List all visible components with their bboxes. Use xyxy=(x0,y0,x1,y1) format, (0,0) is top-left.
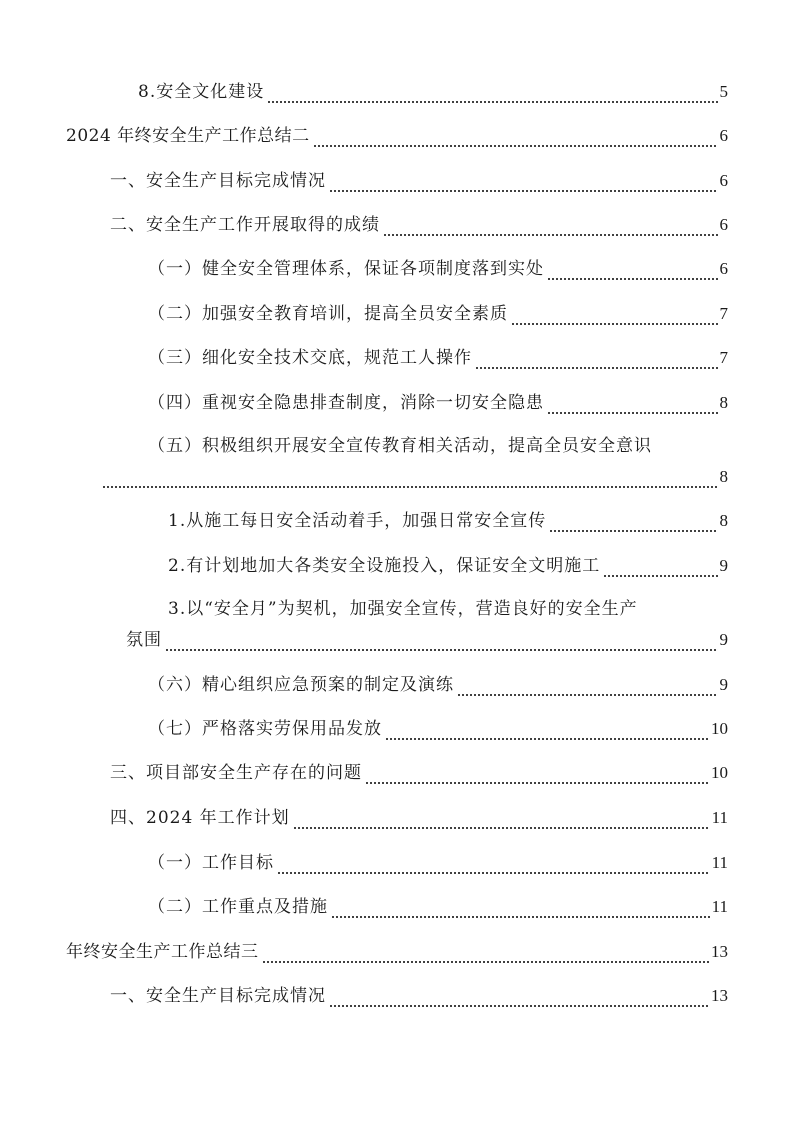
toc-entry-page: 6 xyxy=(719,259,728,278)
toc-entry-page: 13 xyxy=(711,942,728,961)
toc-entry[interactable] xyxy=(110,984,728,1008)
toc-entry-page: 11 xyxy=(711,897,728,916)
toc-leader-dots xyxy=(457,677,718,697)
toc-entry-title: 年终安全生产工作总结三 xyxy=(66,942,259,962)
toc-entry-title: （六）精心组织应急预案的制定及演练 xyxy=(148,675,454,695)
toc-entry-page: 11 xyxy=(711,808,728,827)
toc-entry-page: 6 xyxy=(719,171,728,190)
toc-entry-title: （三）细化安全技术交底，规范工人操作 xyxy=(148,348,472,368)
toc-entry-page: 8 xyxy=(719,393,728,412)
toc-entry-page: 6 xyxy=(719,126,728,145)
toc-entry[interactable] xyxy=(110,806,728,830)
toc-entry-title: 二、安全生产工作开展取得的成绩 xyxy=(110,215,380,235)
toc-leader-dots xyxy=(329,988,709,1008)
toc-entry-title: 8.安全文化建设 xyxy=(138,82,265,102)
toc-leader-dots xyxy=(102,469,718,489)
toc-leader-dots xyxy=(277,855,710,875)
toc-entry[interactable] xyxy=(148,257,728,281)
toc-entry[interactable] xyxy=(138,80,728,104)
toc-entry-title: （四）重视安全隐患排查制度，消除一切安全隐患 xyxy=(148,393,544,413)
toc-entry-page: 5 xyxy=(719,82,728,101)
toc-leader-dots xyxy=(365,765,709,785)
toc-leader-dots xyxy=(293,810,710,830)
toc-leader-dots xyxy=(313,128,718,148)
toc-entry-title: 三、项目部安全生产存在的问题 xyxy=(110,763,362,783)
toc-entry[interactable] xyxy=(66,124,728,148)
toc-entry[interactable] xyxy=(110,169,728,193)
toc-entry-title: 1.从施工每日安全活动着手，加强日常安全宣传 xyxy=(168,511,547,531)
toc-entry[interactable] xyxy=(126,628,728,652)
toc-entry-title: 2.有计划地加大各类安全设施投入，保证安全文明施工 xyxy=(168,556,601,576)
toc-entry-page: 9 xyxy=(719,556,728,575)
toc-entry[interactable] xyxy=(148,346,728,370)
toc-entry-page: 8 xyxy=(719,467,728,486)
toc-entry-title: 2024 年终安全生产工作总结二 xyxy=(66,126,310,146)
toc-leader-dots xyxy=(329,173,718,193)
toc-entry-title: 四、2024 年工作计划 xyxy=(110,808,290,828)
toc-entry-page: 9 xyxy=(719,630,728,649)
toc-leader-dots xyxy=(603,558,717,578)
toc-entry[interactable] xyxy=(148,717,728,741)
toc-entry[interactable] xyxy=(168,509,728,533)
toc-entry-title-line2: 氛围 xyxy=(126,630,162,650)
toc-entry-title-line1[interactable]: 3.以“安全月”为契机，加强安全宣传，营造良好的安全生产 xyxy=(168,599,638,619)
toc-entry-page: 6 xyxy=(719,215,728,234)
toc-entry[interactable] xyxy=(110,761,728,785)
toc-leader-dots xyxy=(267,84,717,104)
toc-entry-title: 一、安全生产目标完成情况 xyxy=(110,986,326,1006)
toc-entry-title: 一、安全生产目标完成情况 xyxy=(110,171,326,191)
toc-entry-title: （一）工作目标 xyxy=(148,853,274,873)
toc-entry[interactable] xyxy=(148,302,728,326)
toc-entry-page: 10 xyxy=(711,763,728,782)
toc-entry-title: （一）健全安全管理体系，保证各项制度落到实处 xyxy=(148,259,544,279)
toc-entry-page: 13 xyxy=(711,986,728,1005)
toc-entry-page: 7 xyxy=(719,304,728,323)
toc-entry-title: （二）工作重点及措施 xyxy=(148,897,328,917)
toc-leader-dots xyxy=(165,632,718,652)
toc-leader-dots xyxy=(547,395,718,415)
toc-leader-dots xyxy=(331,899,710,919)
toc-entry[interactable] xyxy=(148,895,728,919)
toc-entry-page: 7 xyxy=(719,348,728,367)
toc-entry[interactable] xyxy=(110,213,728,237)
toc-leader-dots xyxy=(385,721,709,741)
toc-leader-dots xyxy=(383,217,718,237)
toc-entry[interactable] xyxy=(148,851,728,875)
toc-entry-page: 10 xyxy=(711,719,728,738)
toc-entry-title-line1[interactable]: （五）积极组织开展安全宣传教育相关活动，提高全员安全意识 xyxy=(148,436,652,456)
toc-entry-page: 8 xyxy=(719,511,728,530)
toc-leader-dots xyxy=(511,306,718,326)
toc-leader-dots xyxy=(549,513,717,533)
toc-leader-dots xyxy=(262,944,710,964)
toc-entry[interactable] xyxy=(168,554,728,578)
toc-entry[interactable] xyxy=(99,465,728,489)
toc-entry-title: （二）加强安全教育培训，提高全员安全素质 xyxy=(148,304,508,324)
toc-leader-dots xyxy=(475,350,718,370)
toc-entry[interactable] xyxy=(66,940,728,964)
toc-entry[interactable] xyxy=(148,673,728,697)
toc-entry[interactable] xyxy=(148,391,728,415)
toc-entry-title: （七）严格落实劳保用品发放 xyxy=(148,719,382,739)
toc-leader-dots xyxy=(547,261,718,281)
toc-entry-page: 9 xyxy=(719,675,728,694)
toc-entry-page: 11 xyxy=(711,853,728,872)
